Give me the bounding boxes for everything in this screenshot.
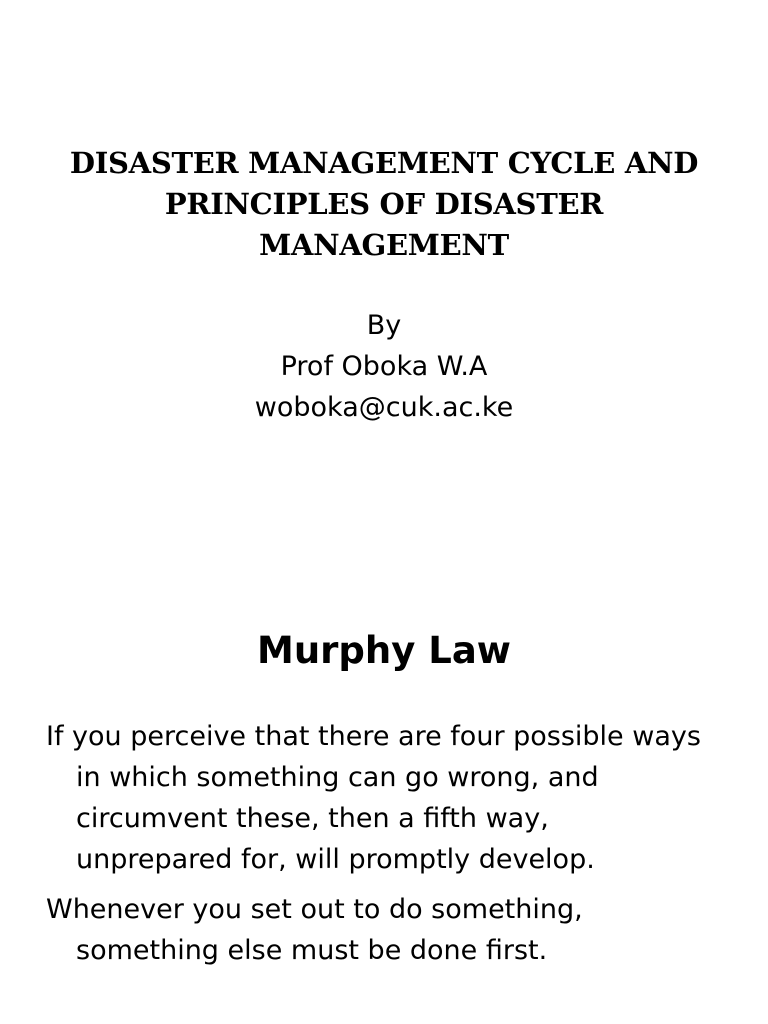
body-paragraph xyxy=(46,889,736,971)
slide-body xyxy=(46,716,736,980)
body-paragraph xyxy=(46,716,736,880)
title-line: PRINCIPLES OF DISASTER xyxy=(164,187,604,221)
author-name: Prof Oboka W.A xyxy=(280,351,488,382)
paragraph-line: in which something can go wrong, and xyxy=(76,762,599,793)
paragraph-line: Whenever you set out to do something, xyxy=(46,894,583,925)
paragraph-line: circumvent these, then a fifth way, xyxy=(76,803,549,834)
author-block xyxy=(40,305,728,428)
by-label: By xyxy=(366,310,402,341)
slide-heading: Murphy Law xyxy=(257,629,511,672)
presentation-title xyxy=(40,143,728,266)
title-line: MANAGEMENT xyxy=(259,228,509,262)
paragraph-line: unprepared for, will promptly develop. xyxy=(76,844,595,875)
author-email: woboka@cuk.ac.ke xyxy=(254,392,514,423)
paragraph-line: If you perceive that there are four possible ways xyxy=(46,721,701,752)
title-line: DISASTER MANAGEMENT CYCLE AND xyxy=(69,146,699,180)
paragraph-line: something else must be done first. xyxy=(76,935,548,966)
